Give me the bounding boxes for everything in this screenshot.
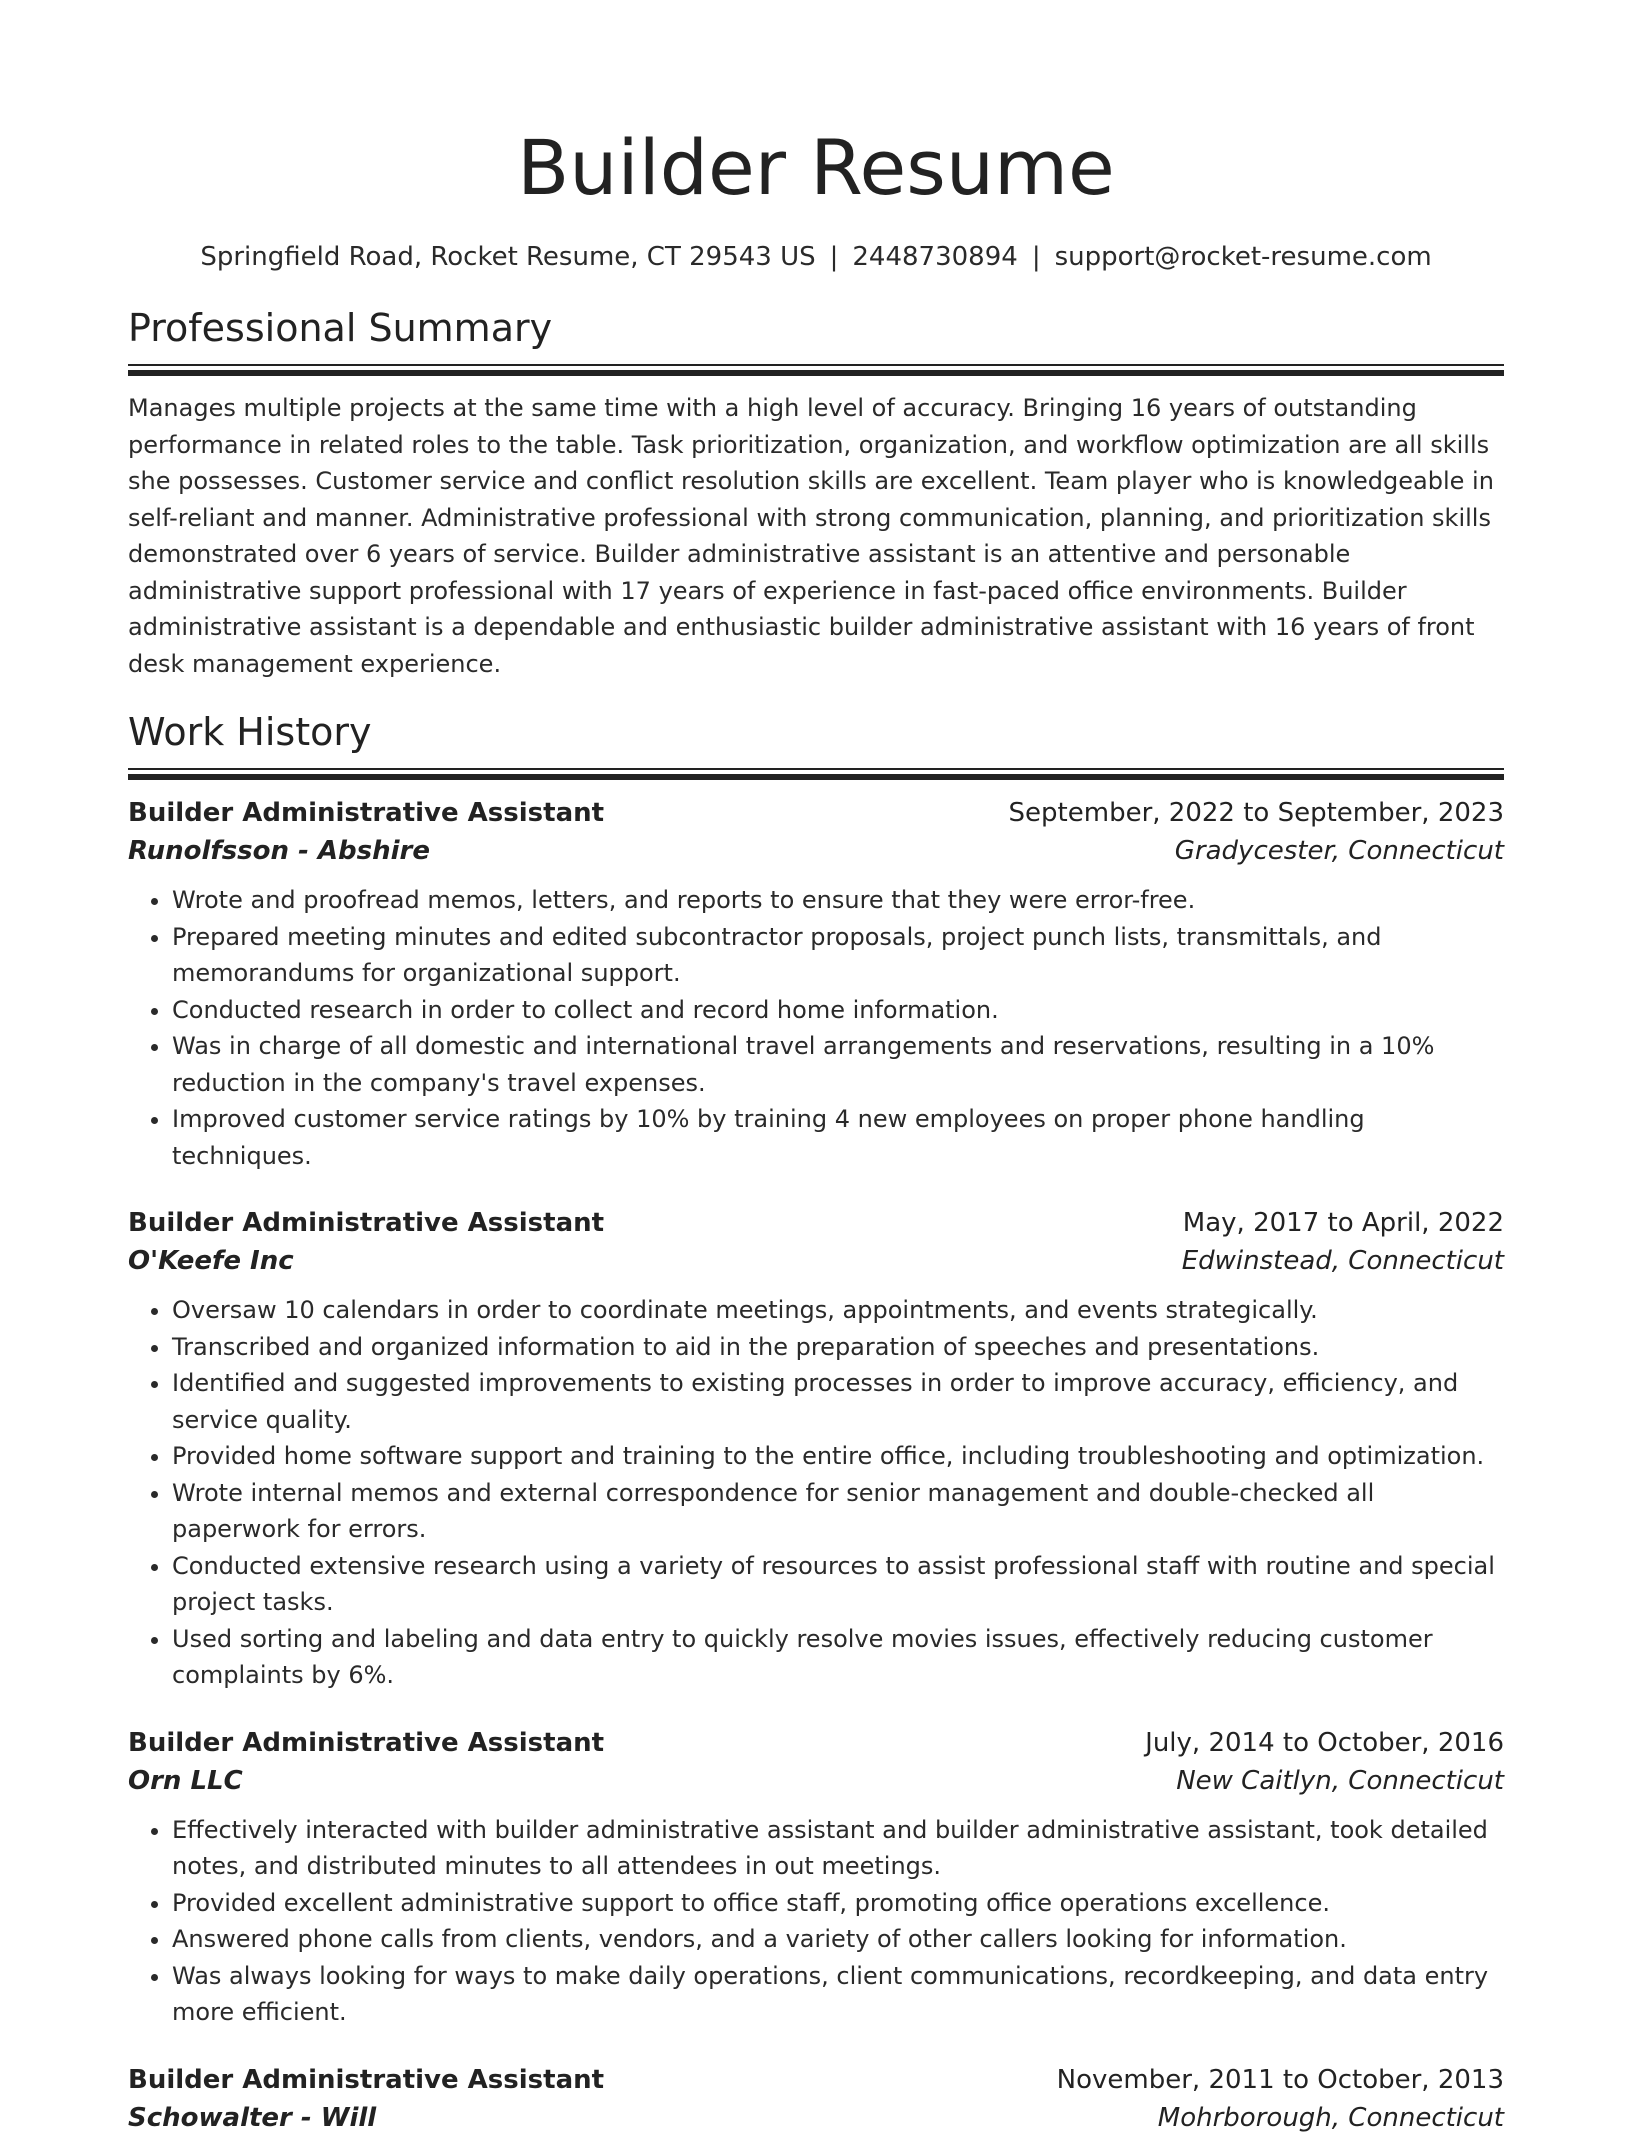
job-title: Builder Administrative Assistant	[128, 2064, 605, 2095]
job-location: New Caitlyn, Connecticut	[1176, 1765, 1504, 1796]
job-title: Builder Administrative Assistant	[128, 1208, 605, 1238]
job-entry	[128, 794, 1504, 1174]
job-bullet: • Conducted research in order to collect and record home information.	[172, 992, 1504, 1029]
job-bullet: • Identified and suggested improvements to existing processes in order to improve accuracy, efficiency, and service quality.	[172, 1365, 1504, 1438]
contact-email: support@rocket-resume.com	[1054, 242, 1432, 272]
resume-page	[128, 0, 1504, 2137]
job-company: Schowalter - Will	[128, 2102, 377, 2133]
job-bullet: • Used sorting and labeling and data entry to quickly resolve movies issues, effectively reducing customer complaints by 6%.	[172, 1621, 1504, 1694]
job-header-row	[128, 2061, 1504, 2099]
job-bullet: • Conducted extensive research using a variety of resources to assist professional staff with routine and special project tasks.	[172, 1548, 1504, 1621]
job-bullet: • Was always looking for ways to make daily operations, client communications, recordkeeping, and data entry more efficient.	[172, 1958, 1504, 2031]
job-bullet: • Effectively interacted with builder administrative assistant and builder administrative assistant, took detailed notes, and distributed minutes to all attendees in out meetings.	[172, 1812, 1504, 1885]
job-title: Builder Administrative Assistant	[128, 798, 605, 828]
contact-line	[128, 240, 1504, 274]
contact-separator: |	[1031, 242, 1041, 272]
job-dates: November, 2011 to October, 2013	[1056, 2064, 1504, 2095]
job-header-row	[128, 1724, 1504, 1762]
job-company: Orn LLC	[128, 1765, 243, 1796]
job-header-row	[128, 1204, 1504, 1242]
job-company-row	[128, 1762, 1504, 1800]
job-header-row	[128, 794, 1504, 832]
job-company: Runolfsson - Abshire	[128, 836, 431, 866]
job-company: O'Keefe Inc	[128, 1246, 294, 1276]
job-location: Gradycester, Connecticut	[1174, 836, 1504, 866]
job-company-row	[128, 832, 1504, 870]
job-location: Edwinstead, Connecticut	[1181, 1246, 1504, 1276]
contact-address: Springfield Road, Rocket Resume, CT 29543 US	[200, 242, 816, 272]
job-bullet: • Transcribed and organized information to aid in the preparation of speeches and presentations.	[172, 1329, 1504, 1366]
job-company-row	[128, 1242, 1504, 1280]
job-company-row	[128, 2099, 1504, 2137]
contact-separator: |	[829, 242, 839, 272]
section-title-summary: Professional Summary	[128, 306, 553, 350]
resume-name: Builder Resume	[517, 123, 1115, 212]
job-bullet: • Wrote and proofread memos, letters, and reports to ensure that they were error-free.	[172, 882, 1504, 919]
job-dates: May, 2017 to April, 2022	[1182, 1208, 1504, 1238]
job-location: Mohrborough, Connecticut	[1157, 2102, 1504, 2133]
work-history-section	[128, 708, 1504, 2137]
job-title: Builder Administrative Assistant	[128, 1727, 605, 1758]
job-dates: September, 2022 to September, 2023	[1008, 798, 1504, 828]
job-bullet-list	[128, 1292, 1504, 1694]
job-bullet-list	[128, 882, 1504, 1174]
job-entry	[128, 2061, 1504, 2137]
job-bullet: • Improved customer service ratings by 10% by training 4 new employees on proper phone handling techniques.	[172, 1101, 1504, 1174]
summary-section	[128, 304, 1504, 682]
job-bullet: • Was in charge of all domestic and international travel arrangements and reservations, resulting in a 10% reduction in the company's travel expenses.	[172, 1028, 1504, 1101]
job-list	[128, 794, 1504, 2137]
job-dates: July, 2014 to October, 2016	[1145, 1727, 1504, 1758]
section-divider	[128, 768, 1504, 780]
job-bullet: • Answered phone calls from clients, vendors, and a variety of other callers looking for information.	[172, 1921, 1504, 1958]
summary-text: Manages multiple projects at the same time with a high level of accuracy. Bringing 16 years of outstanding performance in related roles to the table. Task prioritization, organization, and workflow optimization are all skills she possesses. Customer service and conflict resolution skills are excellent. Team player who is knowledgeable in self-reliant and manner. Administrative professional with strong communication, planning, and prioritization skills demonstrated over 6 years of service. Builder administrative assistant is an attentive and personable administrative support professional with 17 years of experience in fast-paced office environments. Builder administrative assistant is a dependable and enthusiastic builder administrative assistant with 16 years of front desk management experience.	[128, 394, 1494, 678]
job-entry	[128, 1204, 1504, 1694]
section-title-work-history: Work History	[128, 710, 372, 754]
job-bullet: • Prepared meeting minutes and edited subcontractor proposals, project punch lists, transmittals, and memorandums for organizational support.	[172, 919, 1504, 992]
job-bullet: • Provided home software support and training to the entire office, including troubleshooting and optimization.	[172, 1438, 1504, 1475]
job-bullet: • Provided excellent administrative support to office staff, promoting office operations excellence.	[172, 1885, 1504, 1922]
job-entry	[128, 1724, 1504, 2031]
contact-phone: 2448730894	[852, 242, 1018, 272]
job-bullet: • Wrote internal memos and external correspondence for senior management and double-checked all paperwork for errors.	[172, 1475, 1504, 1548]
job-bullet-list	[128, 1812, 1504, 2031]
job-bullet: • Oversaw 10 calendars in order to coordinate meetings, appointments, and events strategically.	[172, 1292, 1504, 1329]
section-divider	[128, 364, 1504, 376]
